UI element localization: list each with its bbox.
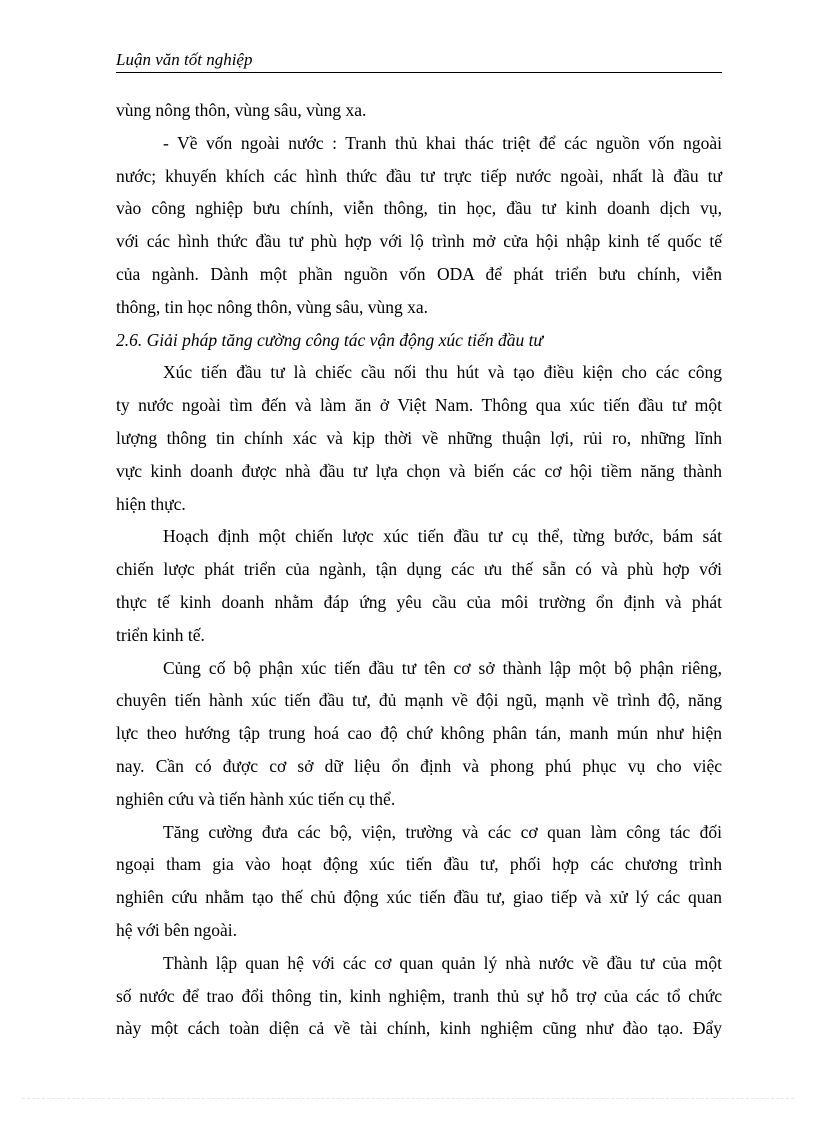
text-line: hiện thực. [116,493,186,514]
text-line: Tăng cường đưa các bộ, viện, trường và các cơ quan làm công tác đối [163,821,722,842]
text-line: chiến lược phát triển của ngành, tận dụng các ưu thế sẵn có và phù hợp với [116,559,722,580]
text-line: nước; khuyến khích các hình thức đầu tư trực tiếp nước ngoài, nhất là đầu tư [116,165,722,186]
text-line: số nước để trao đổi thông tin, kinh nghiệm, tranh thủ sự hỗ trợ của các tổ chức [116,985,722,1006]
text-line: lực theo hướng tập trung hoá cao độ chứ không phân tán, manh mún như hiện [116,723,722,744]
text-line: Hoạch định một chiến lược xúc tiến đầu tư cụ thể, từng bước, bám sát [163,526,722,547]
section-heading: 2.6. Giải pháp tăng cường công tác vận động xúc tiến đầu tư [116,329,543,350]
page-bottom-rule [22,1098,794,1099]
text-line: Củng cố bộ phận xúc tiến đầu tư tên cơ sở thành lập một bộ phận riêng, [163,657,722,678]
text-line: này một cách toàn diện cả về tài chính, kinh nghiệm cũng như đào tạo. Đẩy [116,1018,722,1039]
text-line: thực tế kinh doanh nhằm đáp ứng yêu cầu của môi trường ổn định và phát [116,591,722,612]
document-body [116,94,722,1045]
text-line: vào công nghiệp bưu chính, viễn thông, tin học, đầu tư kinh doanh dịch vụ, [116,198,722,219]
text-line: ngoại tham gia vào hoạt động xúc tiến đầu tư, phối hợp các chương trình [116,854,722,875]
text-line: Xúc tiến đầu tư là chiếc cầu nối thu hút và tạo điều kiện cho các công [163,362,722,383]
text-line: vùng nông thôn, vùng sâu, vùng xa. [116,100,367,120]
text-line: nghiên cứu nhằm tạo thế chủ động xúc tiến đầu tư, giao tiếp và xử lý các quan [116,887,722,908]
text-line: vực kinh doanh được nhà đầu tư lựa chọn và biến các cơ hội tiềm năng thành [116,460,722,481]
text-line: nay. Cần có được cơ sở dữ liệu ổn định và phong phú phục vụ cho việc [116,755,722,776]
text-line: - Về vốn ngoài nước : Tranh thủ khai thác triệt để các nguồn vốn ngoài [163,132,722,153]
text-line: chuyên tiến hành xúc tiến đầu tư, đủ mạnh về đội ngũ, mạnh về trình độ, năng [116,690,722,711]
text-line: ty nước ngoài tìm đến và làm ăn ở Việt Nam. Thông qua xúc tiến đầu tư một [116,395,722,416]
text-line: hệ với bên ngoài. [116,919,238,940]
text-line: thông, tin học nông thôn, vùng sâu, vùng xa. [116,296,429,317]
text-line: của ngành. Dành một phần nguồn vốn ODA để phát triển bưu chính, viễn [116,263,722,284]
text-line: lượng thông tin chính xác và kịp thời về những thuận lợi, rủi ro, những lĩnh [116,427,722,448]
page-header [116,50,722,73]
text-line: Thành lập quan hệ với các cơ quan quản lý nhà nước về đầu tư của một [163,952,722,973]
text-line: với các hình thức đầu tư phù hợp với lộ trình mở cửa hội nhập kinh tế quốc tế [116,231,722,252]
text-line: nghiên cứu và tiến hành xúc tiến cụ thể. [116,788,396,809]
text-line: triển kinh tế. [116,624,205,645]
header-title: Luận văn tốt nghiệp [116,50,253,69]
